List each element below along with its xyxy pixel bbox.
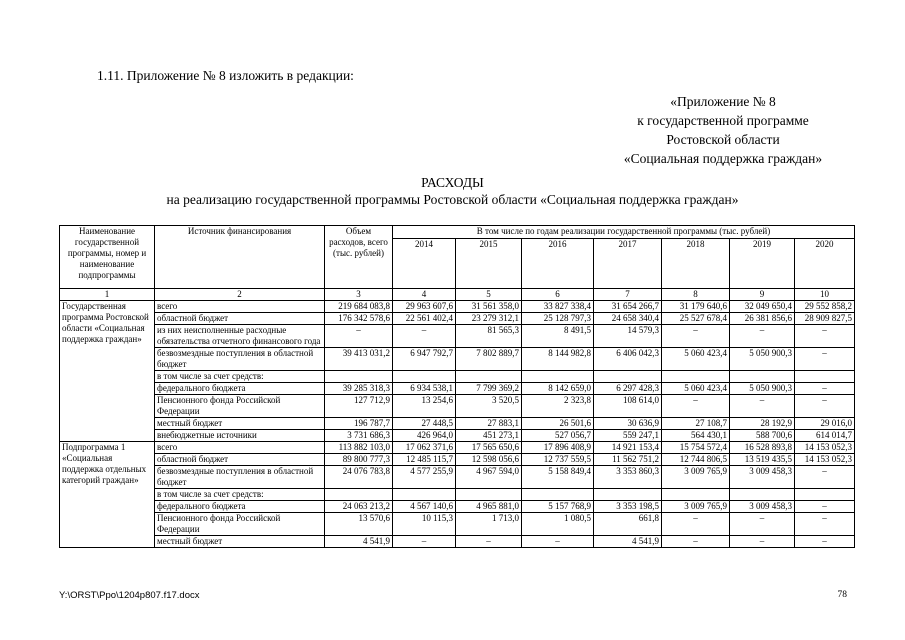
table-row [60, 442, 855, 454]
year-value [594, 371, 662, 383]
year-value: 661,8 [594, 513, 662, 536]
year-value: – [795, 513, 855, 536]
year-value: 4 967 594,0 [456, 466, 522, 489]
year-value: 3 009 458,3 [730, 466, 795, 489]
year-value: 6 297 428,3 [594, 383, 662, 395]
year-value: 31 654 266,7 [594, 301, 662, 313]
year-value: – [662, 536, 730, 548]
funding-source: всего [155, 442, 325, 454]
column-number: 9 [730, 289, 795, 301]
year-value: 1 080,5 [522, 513, 594, 536]
approval-line-4: «Социальная поддержка граждан» [623, 151, 823, 166]
header-year: 2015 [456, 239, 522, 289]
year-value: 22 561 402,4 [393, 313, 456, 325]
table-row [60, 395, 855, 418]
year-value: 5 050 900,3 [730, 383, 795, 395]
year-value: 527 056,7 [522, 430, 594, 442]
year-value: 31 179 640,6 [662, 301, 730, 313]
year-value: 4 567 140,6 [393, 501, 456, 513]
year-value [456, 371, 522, 383]
total-value: 176 342 578,6 [325, 313, 393, 325]
table-row [60, 489, 855, 501]
year-value: 17 062 371,6 [393, 442, 456, 454]
year-value: 23 279 312,1 [456, 313, 522, 325]
year-value: 451 273,1 [456, 430, 522, 442]
total-value: 39 285 318,3 [325, 383, 393, 395]
year-value: – [795, 383, 855, 395]
funding-source: Пенсионного фонда Российской Федерации [155, 513, 325, 536]
year-value: 3 353 198,5 [594, 501, 662, 513]
total-value: 219 684 083,8 [325, 301, 393, 313]
column-number: 5 [456, 289, 522, 301]
year-value: 30 636,9 [594, 418, 662, 430]
year-value: 5 158 849,4 [522, 466, 594, 489]
year-value: 559 247,1 [594, 430, 662, 442]
column-number: 6 [522, 289, 594, 301]
funding-source: областной бюджет [155, 454, 325, 466]
year-value: 7 799 369,2 [456, 383, 522, 395]
year-value: 26 381 856,6 [730, 313, 795, 325]
program-name: Государственная программа Ростовской области «Социальная поддержка граждан» [60, 301, 155, 442]
year-value: 24 658 340,4 [594, 313, 662, 325]
year-value: 5 060 423,4 [662, 383, 730, 395]
total-value: 4 541,9 [325, 536, 393, 548]
approval-line-2: к государственной программе [637, 113, 809, 128]
funding-source: из них неисполненные расходные обязательства отчетного финансового года [155, 325, 325, 348]
funding-source: всего [155, 301, 325, 313]
year-value [795, 489, 855, 501]
year-value: – [662, 325, 730, 348]
year-value: 6 947 792,7 [393, 348, 456, 371]
year-value: 8 491,5 [522, 325, 594, 348]
year-value [795, 371, 855, 383]
year-value: 3 520,5 [456, 395, 522, 418]
year-value [662, 371, 730, 383]
year-value: 33 827 338,4 [522, 301, 594, 313]
header-volume: Объем расходов, всего (тыс. рублей) [325, 226, 393, 289]
table-row [60, 383, 855, 395]
year-value: 25 128 797,3 [522, 313, 594, 325]
page-number: 78 [837, 590, 847, 600]
year-value: 614 014,7 [795, 430, 855, 442]
year-value: 28 909 827,5 [795, 313, 855, 325]
year-value: 17 896 408,9 [522, 442, 594, 454]
year-value: 3 009 458,3 [730, 501, 795, 513]
year-value: 7 802 889,7 [456, 348, 522, 371]
year-value: 14 153 052,3 [795, 442, 855, 454]
total-value: – [325, 325, 393, 348]
table-row [60, 430, 855, 442]
funding-source: областной бюджет [155, 313, 325, 325]
year-value [730, 371, 795, 383]
funding-source: федерального бюджета [155, 501, 325, 513]
year-value: 108 614,0 [594, 395, 662, 418]
table-row [60, 371, 855, 383]
year-value: 3 009 765,9 [662, 501, 730, 513]
year-value [594, 489, 662, 501]
year-value: 5 050 900,3 [730, 348, 795, 371]
year-value: 25 527 678,4 [662, 313, 730, 325]
year-value: 14 579,3 [594, 325, 662, 348]
table-row [60, 325, 855, 348]
year-value [456, 489, 522, 501]
column-number: 10 [795, 289, 855, 301]
column-number: 4 [393, 289, 456, 301]
total-value: 113 882 103,0 [325, 442, 393, 454]
year-value: 28 192,9 [730, 418, 795, 430]
year-value: 12 737 559,5 [522, 454, 594, 466]
year-value: 4 965 881,0 [456, 501, 522, 513]
year-value [522, 371, 594, 383]
table-row [60, 301, 855, 313]
approval-line-3: Ростовской области [666, 132, 780, 147]
column-number: 2 [155, 289, 325, 301]
year-value: – [795, 325, 855, 348]
year-value: – [662, 513, 730, 536]
year-value: – [795, 501, 855, 513]
year-value: – [393, 536, 456, 548]
file-path: Y:\ORST\Ppo\1204p807.f17.docx [59, 590, 200, 601]
funding-source: безвозмездные поступления в областной бюджет [155, 348, 325, 371]
year-value: – [730, 395, 795, 418]
year-value [393, 489, 456, 501]
year-value: 3 353 860,3 [594, 466, 662, 489]
table-row [60, 513, 855, 536]
document-title: РАСХОДЫ [421, 175, 484, 190]
total-value: 24 076 783,8 [325, 466, 393, 489]
year-value: 3 009 765,9 [662, 466, 730, 489]
table-row [60, 536, 855, 548]
year-value: – [522, 536, 594, 548]
year-value [730, 489, 795, 501]
year-value: 17 565 650,6 [456, 442, 522, 454]
funding-source: федерального бюджета [155, 383, 325, 395]
year-value: 12 744 806,5 [662, 454, 730, 466]
year-value: 27 448,5 [393, 418, 456, 430]
year-value: 32 049 650,4 [730, 301, 795, 313]
year-value: – [795, 536, 855, 548]
year-value: 29 963 607,6 [393, 301, 456, 313]
header-year: 2016 [522, 239, 594, 289]
year-value: 29 016,0 [795, 418, 855, 430]
year-value: – [393, 325, 456, 348]
total-value: 127 712,9 [325, 395, 393, 418]
total-value: 39 413 031,2 [325, 348, 393, 371]
funding-source: местный бюджет [155, 418, 325, 430]
year-value: 8 144 982,8 [522, 348, 594, 371]
year-value: 15 754 572,4 [662, 442, 730, 454]
table-row [60, 454, 855, 466]
year-value: 6 406 042,3 [594, 348, 662, 371]
year-value: 6 934 538,1 [393, 383, 456, 395]
year-value: – [795, 348, 855, 371]
year-value [522, 489, 594, 501]
year-value: 5 060 423,4 [662, 348, 730, 371]
header-year: 2019 [730, 239, 795, 289]
year-value: 8 142 659,0 [522, 383, 594, 395]
header-year: 2018 [662, 239, 730, 289]
year-value: 4 541,9 [594, 536, 662, 548]
year-value: 14 921 153,4 [594, 442, 662, 454]
year-value [393, 371, 456, 383]
year-value: 4 577 255,9 [393, 466, 456, 489]
year-value: – [795, 395, 855, 418]
total-value: 13 570,6 [325, 513, 393, 536]
approval-block [593, 92, 853, 168]
funding-source: местный бюджет [155, 536, 325, 548]
year-value: – [456, 536, 522, 548]
year-value: 29 552 858,2 [795, 301, 855, 313]
header-year: 2017 [594, 239, 662, 289]
year-value: 12 485 115,7 [393, 454, 456, 466]
column-number: 3 [325, 289, 393, 301]
year-value: 14 153 052,3 [795, 454, 855, 466]
table-row [60, 348, 855, 371]
year-value: 27 108,7 [662, 418, 730, 430]
column-number: 1 [60, 289, 155, 301]
year-value: 13 519 435,5 [730, 454, 795, 466]
table-row [60, 501, 855, 513]
approval-line-1: «Приложение № 8 [670, 94, 776, 109]
funding-source: внебюджетные источники [155, 430, 325, 442]
program-name: Подпрограмма 1 «Социальная поддержка отдельных категорий граждан» [60, 442, 155, 548]
year-value: 588 700,6 [730, 430, 795, 442]
year-value: 5 157 768,9 [522, 501, 594, 513]
year-value: 2 323,8 [522, 395, 594, 418]
column-number: 7 [594, 289, 662, 301]
intro-text: 1.11. Приложение № 8 изложить в редакции: [97, 68, 354, 83]
total-value: 3 731 686,3 [325, 430, 393, 442]
year-value: – [730, 536, 795, 548]
year-value: 10 115,3 [393, 513, 456, 536]
expenses-table [59, 225, 855, 548]
year-value: 13 254,6 [393, 395, 456, 418]
total-value [325, 371, 393, 383]
year-value: – [730, 513, 795, 536]
table-row [60, 466, 855, 489]
table-row [60, 313, 855, 325]
header-name: Наименование государственной программы, номер и наименование подпрограммы [60, 226, 155, 289]
year-value: 26 501,6 [522, 418, 594, 430]
year-value: 1 713,0 [456, 513, 522, 536]
funding-source: в том числе за счет средств: [155, 371, 325, 383]
header-year: 2020 [795, 239, 855, 289]
document-subtitle: на реализацию государственной программы Ростовской области «Социальная поддержка граждан» [166, 192, 739, 207]
column-number: 8 [662, 289, 730, 301]
funding-source: безвозмездные поступления в областной бюджет [155, 466, 325, 489]
funding-source: Пенсионного фонда Российской Федерации [155, 395, 325, 418]
year-value: – [730, 325, 795, 348]
table-row [60, 418, 855, 430]
year-value: – [662, 395, 730, 418]
total-value: 89 800 777,3 [325, 454, 393, 466]
year-value: 81 565,3 [456, 325, 522, 348]
year-value: – [795, 466, 855, 489]
total-value: 24 063 213,2 [325, 501, 393, 513]
header-year: 2014 [393, 239, 456, 289]
year-value: 16 528 893,8 [730, 442, 795, 454]
year-value: 31 561 358,0 [456, 301, 522, 313]
header-source: Источник финансирования [155, 226, 325, 289]
year-value [662, 489, 730, 501]
year-value: 27 883,1 [456, 418, 522, 430]
year-value: 564 430,1 [662, 430, 730, 442]
funding-source: в том числе за счет средств: [155, 489, 325, 501]
year-value: 12 598 056,6 [456, 454, 522, 466]
total-value: 196 787,7 [325, 418, 393, 430]
year-value: 11 562 751,2 [594, 454, 662, 466]
header-years-group: В том числе по годам реализации государственной программы (тыс. рублей) [393, 226, 855, 239]
total-value [325, 489, 393, 501]
year-value: 426 964,0 [393, 430, 456, 442]
